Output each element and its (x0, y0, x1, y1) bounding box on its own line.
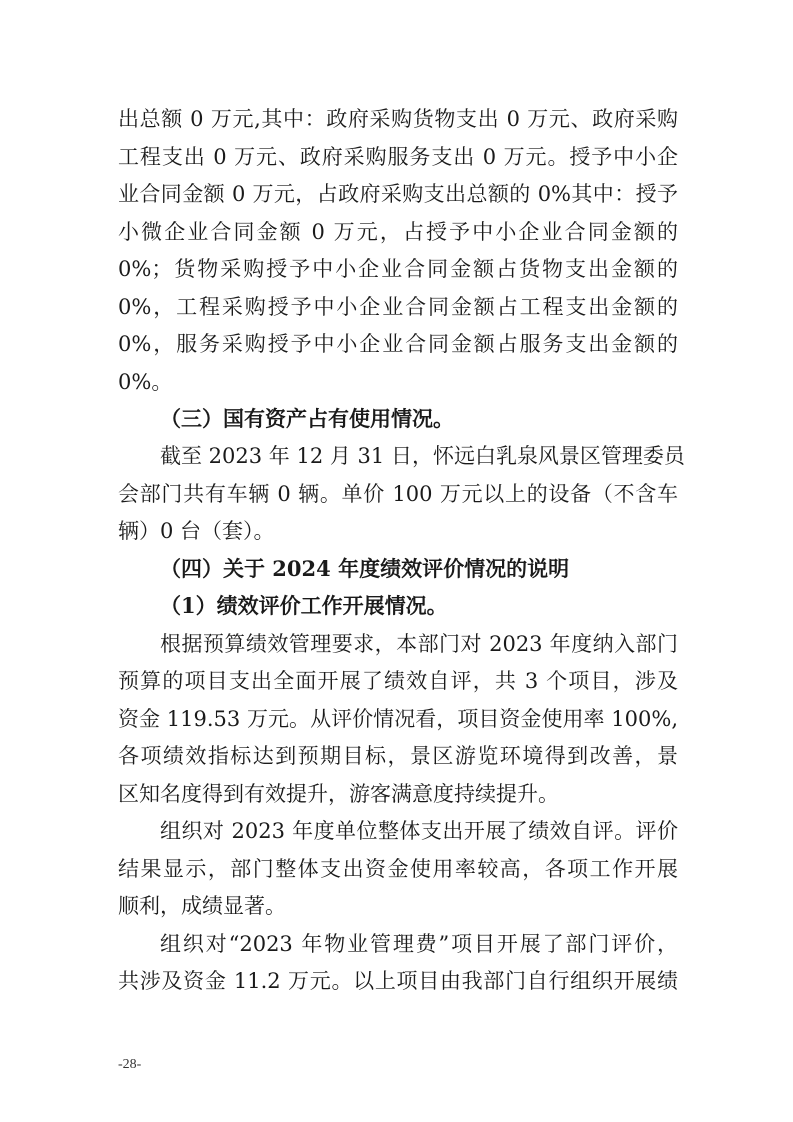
paragraph-line: 小微企业合同金额 0 万元，占授予中小企业合同金额的 (118, 220, 678, 244)
section-heading: （四）关于 2024 年度绩效评价情况的说明 (160, 556, 570, 581)
paragraph-line: 0%，服务采购授予中小企业合同金额占服务支出金额的 (118, 332, 678, 356)
paragraph-line: 出总额 0 万元,其中：政府采购货物支出 0 万元、政府采购 (118, 107, 678, 131)
paragraph-line: 根据预算绩效管理要求，本部门对 2023 年度纳入部门 (160, 632, 678, 656)
paragraph-line: 组织对 2023 年度单位整体支出开展了绩效自评。评价 (160, 819, 678, 843)
paragraph-line: 各项绩效指标达到预期目标，景区游览环境得到改善，景 (118, 744, 678, 768)
paragraph-line: 共涉及资金 11.2 万元。以上项目由我部门自行组织开展绩 (118, 969, 678, 993)
paragraph-line: 0%，工程采购授予中小企业合同金额占工程支出金额的 (118, 295, 678, 319)
paragraph-line: 资金 119.53 万元。从评价情况看，项目资金使用率 100%, (118, 707, 678, 731)
paragraph-line: 辆）0 台（套）。 (118, 519, 275, 543)
paragraph-line: 组织对“2023 年物业管理费”项目开展了部门评价， (160, 932, 678, 956)
paragraph-line: 截至 2023 年 12 月 31 日，怀远白乳泉风景区管理委员 (160, 444, 685, 468)
paragraph-line: 区知名度得到有效提升，游客满意度持续提升。 (118, 782, 559, 806)
subsection-heading: （1）绩效评价工作开展情况。 (160, 593, 448, 618)
paragraph-line: 顺利，成绩显著。 (118, 894, 286, 918)
page-number: -28- (118, 1057, 142, 1072)
paragraph-line: 结果显示，部门整体支出资金使用率较高，各项工作开展 (118, 857, 678, 881)
paragraph-line: 0%；货物采购授予中小企业合同金额占货物支出金额的 (118, 257, 678, 281)
paragraph-line: 工程支出 0 万元、政府采购服务支出 0 万元。授予中小企 (118, 145, 678, 169)
paragraph-line: 预算的项目支出全面开展了绩效自评，共 3 个项目，涉及 (118, 669, 678, 693)
paragraph-line: 业合同金额 0 万元，占政府采购支出总额的 0%其中：授予 (118, 182, 678, 206)
paragraph-line: 会部门共有车辆 0 辆。单价 100 万元以上的设备（不含车 (118, 482, 678, 506)
section-heading: （三）国有资产占有使用情况。 (160, 406, 454, 431)
paragraph-line: 0%。 (118, 370, 173, 394)
